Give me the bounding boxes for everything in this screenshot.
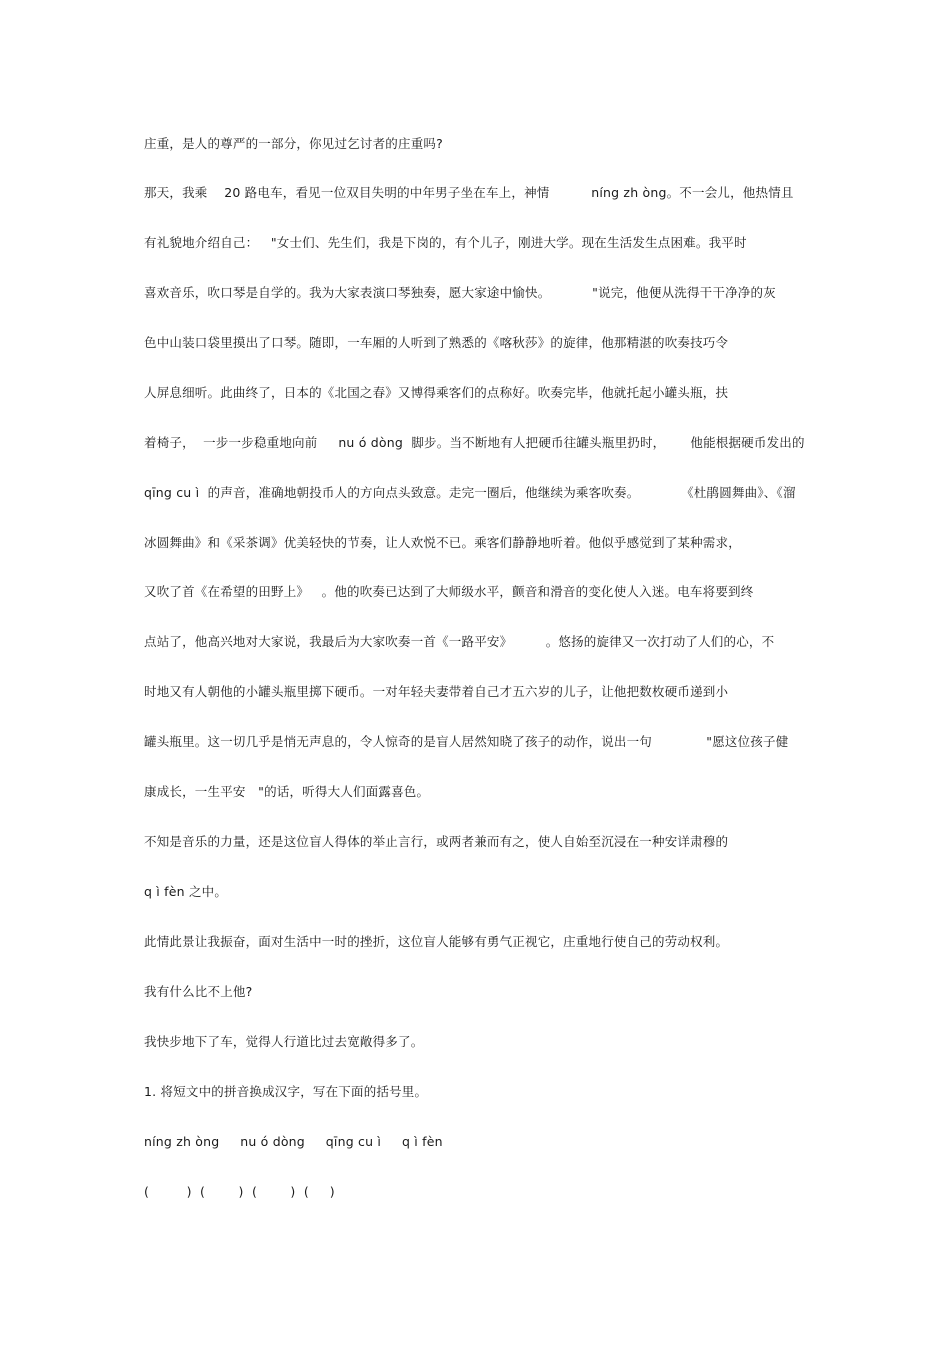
text-line: 色中山装口袋里摸出了口琴。随即，一车厢的人听到了熟悉的《喀秋莎》的旋律，他那精湛的吹奏技巧令: [144, 335, 729, 350]
text-line: 人屏息细听。此曲终了，日本的《北国之春》又博得乘客们的点称好。吹奏完毕，他就托起小罐头瓶，扶: [144, 385, 729, 400]
text-line: q ì fèn 之中。: [144, 884, 228, 899]
text-line: 冰圆舞曲》和《采茶调》优美轻快的节奏，让人欢悦不已。乘客们静静地听着。他似乎感觉到了某种需求，: [144, 535, 741, 550]
text-line: 庄重，是人的尊严的一部分，你见过乞讨者的庄重吗?: [144, 136, 443, 151]
text-line: 时地又有人朝他的小罐头瓶里掷下硬币。一对年轻夫妻带着自己才五六岁的儿子，让他把数枚硬币递到小: [144, 684, 729, 699]
text-line: 又吹了首《在希望的田野上》 。他的吹奏已达到了大师级水平，颤音和滑音的变化使人入迷。电车将要到终: [144, 584, 754, 599]
pinyin-list: níng zh òng nu ó dòng qīng cu ì q ì fèn: [144, 1134, 443, 1149]
text-line: 不知是音乐的力量，还是这位盲人得体的举止言行，或两者兼而有之，使人自始至沉浸在一种安详肃穆的: [144, 834, 729, 849]
text-line: 那天，我乘 20 路电车，看见一位双目失明的中年男子坐在车上，神情 níng zh òng。不一会儿，他热情且: [144, 185, 794, 200]
question-line: 1. 将短文中的拼音换成汉字，写在下面的括号里。: [144, 1084, 428, 1099]
text-line: qīng cu ì 的声音，准确地朝投币人的方向点头致意。走完一圈后，他继续为乘客吹奏。 《杜鹃圆舞曲》、《溜: [144, 485, 796, 500]
text-line: 有礼貌地介绍自己： "女士们、先生们，我是下岗的，有个儿子，刚进大学。现在生活发生点困难。我平时: [144, 235, 747, 250]
text-line: 我有什么比不上他?: [144, 984, 253, 999]
text-line: 着椅子， 一步一步稳重地向前 nu ó dòng 脚步。当不断地有人把硬币往罐头瓶里扔时， 他能根据硬币发出的: [144, 435, 805, 450]
text-line: 我快步地下了车，觉得人行道比过去宽敞得多了。: [144, 1034, 424, 1049]
text-line: 此情此景让我振奋，面对生活中一时的挫折，这位盲人能够有勇气正视它，庄重地行使自己的劳动权利。: [144, 934, 729, 949]
text-line: 点站了，他高兴地对大家说，我最后为大家吹奏一首《一路平安》 。悠扬的旋律又一次打动了人们的心，不: [144, 634, 775, 649]
answer-brackets: ( ) ( ) ( ) ( ): [144, 1184, 335, 1199]
text-line: 康成长，一生平安 "的话，听得大人们面露喜色。: [144, 784, 430, 799]
text-line: 喜欢音乐，吹口琴是自学的。我为大家表演口琴独奏，愿大家途中愉快。 "说完，他便从洗得干干净净的灰: [144, 285, 776, 300]
text-line: 罐头瓶里。这一切几乎是悄无声息的，令人惊奇的是盲人居然知晓了孩子的动作，说出一句 "愿这位孩子健: [144, 734, 789, 749]
